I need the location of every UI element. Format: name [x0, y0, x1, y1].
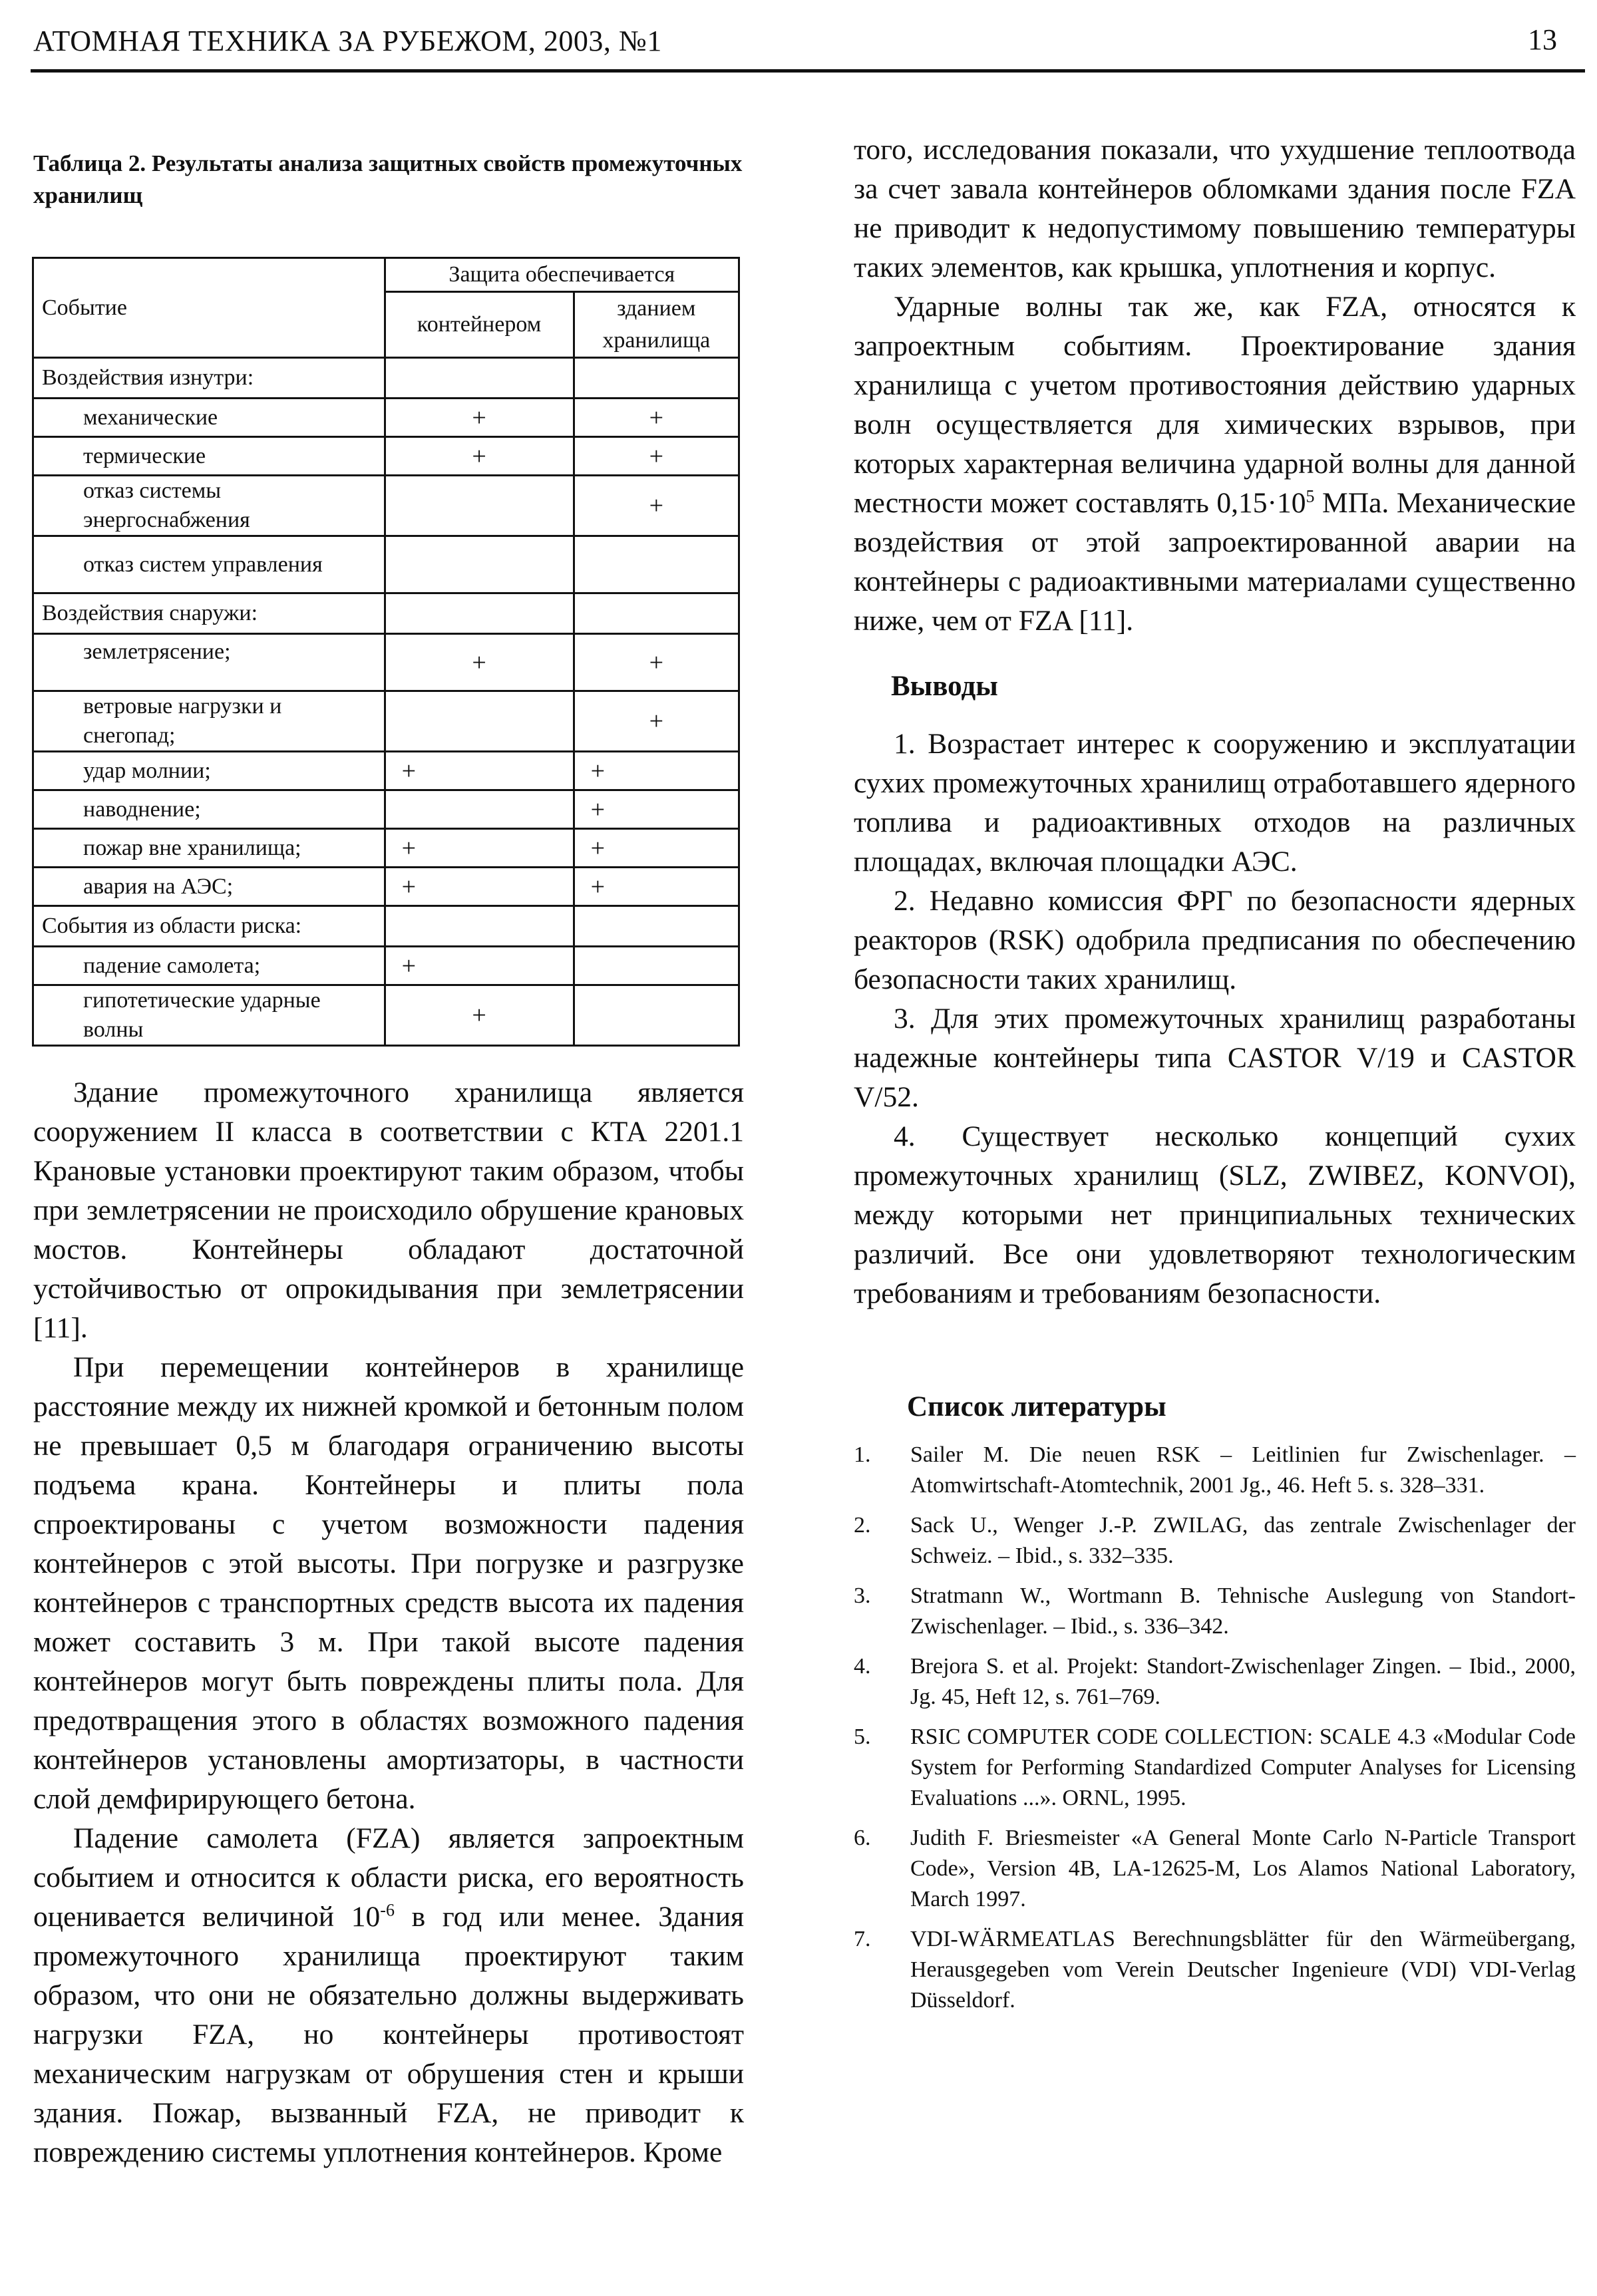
- cell-building: [574, 947, 739, 985]
- paragraph-fza: [33, 1819, 744, 2172]
- reference-number: 5.: [854, 1724, 871, 1749]
- reference-item: [854, 1581, 1576, 1642]
- conclusion-item: 3. Для этих промежуточных хранилищ разработаны надежные контейнеры типа CASTOR V/19 и CASTOR V/52.: [854, 1003, 1576, 1113]
- table-row: [33, 906, 739, 947]
- row-label: ветровые нагрузки и снегопад;: [33, 691, 385, 752]
- cell-container: +: [385, 752, 574, 790]
- paragraph-shock: [854, 287, 1576, 641]
- header-rule: [31, 69, 1585, 73]
- reference-number: 4.: [854, 1654, 871, 1679]
- cell-container: [385, 536, 574, 593]
- text: Ударные волны так же, как FZA, относятся к запроектным событиям. Проектирование здания хранилища с учетом противостояния действию ударных волн осуществляется для химических взрывов, при которых характерная величина ударной волны для данной местности может составлять 0,15·10: [854, 291, 1576, 519]
- exponent: -6: [380, 1900, 395, 1920]
- reference-text: Stratmann W., Wortmann B. Tehnische Auslegung von Standort-Zwischenlager. – Ibid., s. 336–342.: [910, 1583, 1576, 1639]
- text: в год или менее. Здания промежуточного хранилища проектируют таким образом, что они не обязательно должны выдерживать нагрузки FZA, но контейнеры противостоят механическим нагрузкам от обрушения стен и крыши здания. Пожар, вызванный FZA, не приводит к повреждению системы уплотнения контейнеров. Кроме: [33, 1901, 744, 2168]
- cell-building: [574, 358, 739, 399]
- row-label: удар молнии;: [33, 752, 385, 790]
- cell-building: +: [574, 634, 739, 691]
- reference-item: [854, 1440, 1576, 1501]
- conclusion-item: 2. Недавно комиссия ФРГ по безопасности ядерных реакторов (RSK) одобрила предписания по обеспечению безопасности таких хранилищ.: [854, 885, 1576, 995]
- cell-building: +: [574, 752, 739, 790]
- row-label: гипотетические ударные волны: [33, 985, 385, 1046]
- cell-container: [385, 790, 574, 829]
- row-label: падение самолета;: [33, 947, 385, 985]
- text: Падение самолета (FZA) является запроектным событием и относится к области риска, его вероятность оценивается величиной 10: [33, 1822, 744, 1933]
- reference-text: Sailer M. Die neuen RSK – Leitlinien fur Zwischenlager. – Atomwirtschaft-Atomtechnik, 2001 Jg., 46. Heft 5. s. 328–331.: [910, 1442, 1576, 1498]
- references-title: Список литературы: [907, 1391, 1166, 1422]
- row-label: отказ систем управления: [33, 536, 385, 593]
- conclusion-item: 1. Возрастает интерес к сооружению и эксплуатации сухих промежуточных хранилищ отработавшего ядерного топлива и радиоактивных отходов на различных площадах, включая площадки АЭС.: [854, 728, 1576, 878]
- cell-container: [385, 906, 574, 947]
- row-label: наводнение;: [33, 790, 385, 829]
- table-row: [33, 790, 739, 829]
- conclusion-item: 4. Существует несколько концепций сухих промежуточных хранилищ (SLZ, ZWIBEZ, KONVOI), между которыми нет принципиальных технических различий. Все они удовлетворяют технологическим требованиям и требованиям безопасности.: [854, 1120, 1576, 1309]
- reference-item: [854, 1510, 1576, 1571]
- reference-item: [854, 1823, 1576, 1915]
- reference-number: 2.: [854, 1513, 871, 1538]
- page-number: 13: [1528, 23, 1557, 56]
- table-row: [33, 476, 739, 536]
- cell-container: +: [385, 634, 574, 691]
- cell-container: [385, 593, 574, 634]
- table-row: [33, 985, 739, 1046]
- table-row: [33, 947, 739, 985]
- exponent: 5: [1306, 486, 1315, 506]
- cell-building: [574, 536, 739, 593]
- running-head: АТОМНАЯ ТЕХНИКА ЗА РУБЕЖОМ, 2003, №1: [33, 25, 662, 57]
- col-header-event: Событие: [33, 258, 385, 358]
- reference-text: Judith F. Briesmeister «A General Monte Carlo N-Particle Transport Code», Version 4B, LA-12625-M, Los Alamos National Laboratory, March 1997.: [910, 1826, 1576, 1911]
- cell-building: +: [574, 691, 739, 752]
- row-label: Воздействия снаружи:: [33, 593, 385, 634]
- reference-text: VDI-WÄRMEATLAS Berechnungsblätter für den Wärmeübergang, Herausgegeben vom Verein Deutscher Ingenieure (VDI) VDI-Verlag Düsseldorf.: [910, 1927, 1576, 2013]
- cell-container: [385, 358, 574, 399]
- reference-number: 6.: [854, 1826, 871, 1850]
- text: МПа. Механические воздействия от этой запроектированной аварии на контейнеры с радиоактивными материалами существенно ниже, чем от FZA [11].: [854, 487, 1576, 637]
- row-label: механические: [33, 399, 385, 437]
- cell-building: +: [574, 476, 739, 536]
- cell-building: +: [574, 829, 739, 868]
- cell-container: +: [385, 985, 574, 1046]
- table-caption: Таблица 2. Результаты анализа защитных свойств промежуточных хранилищ: [33, 150, 743, 208]
- row-label: отказ системы энергоснабжения: [33, 476, 385, 536]
- paragraph: Здание промежуточного хранилища является сооружением II класса в соответствии с КТА 2201.1 Крановые установки проектируют таким образом, чтобы при землетрясении не происходило обрушение крановых мостов. Контейнеры обладают достаточной устойчивостью от опрокидывания при землетрясении [11].: [33, 1076, 744, 1344]
- paragraph-continuation: того, исследования показали, что ухудшение теплоотвода за счет завала контейнеров обломками здания после FZA не приводит к недопустимому повышению температуры таких элементов, как крышка, уплотнения и корпус.: [854, 134, 1576, 283]
- reference-number: 3.: [854, 1583, 871, 1608]
- left-body-text: [33, 1073, 744, 2172]
- table-row: [33, 691, 739, 752]
- table-row: [33, 437, 739, 476]
- table-row: [33, 829, 739, 868]
- cell-building: [574, 593, 739, 634]
- table-row: [33, 593, 739, 634]
- conclusions-title: Выводы: [891, 671, 998, 702]
- reference-text: Sack U., Wenger J.-P. ZWILAG, das zentrale Zwischenlager der Schweiz. – Ibid., s. 332–335.: [910, 1513, 1576, 1568]
- col-header-container: контейнером: [385, 292, 574, 358]
- reference-item: [854, 1924, 1576, 2016]
- table-row: [33, 399, 739, 437]
- row-label: пожар вне хранилища;: [33, 829, 385, 868]
- row-label: землетрясение;: [33, 634, 385, 691]
- paragraph: При перемещении контейнеров в хранилище расстояние между их нижней кромкой и бетонным полом не превышает 0,5 м благодаря ограничению высоты подъема крана. Контейнеры и плиты пола спроектированы с учетом возможности падения контейнеров с этой высоты. При погрузке и разгрузке контейнеров с транспортных средств высота их падения может составить 3 м. При такой высоте падения контейнеров могут быть повреждены плиты пола. Для предотвращения этого в областях возможного падения контейнеров установлены амортизаторы, в частности слой демфирирующего бетона.: [33, 1351, 744, 1815]
- row-label: События из области риска:: [33, 906, 385, 947]
- protection-table: [32, 257, 740, 1047]
- row-label: Воздействия изнутри:: [33, 358, 385, 399]
- reference-number: 1.: [854, 1442, 871, 1467]
- row-label: авария на АЭС;: [33, 868, 385, 906]
- cell-container: [385, 476, 574, 536]
- cell-building: +: [574, 437, 739, 476]
- cell-container: +: [385, 829, 574, 868]
- cell-building: +: [574, 868, 739, 906]
- left-column: [33, 148, 744, 2172]
- cell-container: +: [385, 437, 574, 476]
- cell-building: +: [574, 399, 739, 437]
- cell-container: +: [385, 947, 574, 985]
- cell-container: +: [385, 868, 574, 906]
- cell-building: [574, 985, 739, 1046]
- row-label: термические: [33, 437, 385, 476]
- table-row: [33, 536, 739, 593]
- reference-text: RSIC COMPUTER CODE COLLECTION: SCALE 4.3 «Modular Code System for Performing Standardized Computer Analyses for Licensing Evaluations ...». ORNL, 1995.: [910, 1724, 1576, 1810]
- conclusions-list: [854, 725, 1576, 1313]
- cell-container: +: [385, 399, 574, 437]
- table-row: [33, 358, 739, 399]
- cell-building: [574, 906, 739, 947]
- reference-item: [854, 1651, 1576, 1713]
- right-column: [854, 130, 1576, 2025]
- references-list: [854, 1440, 1576, 2016]
- table-row: [33, 752, 739, 790]
- reference-number: 7.: [854, 1927, 871, 1951]
- table-row: [33, 868, 739, 906]
- col-header-group: Защита обеспечивается: [385, 258, 739, 292]
- cell-container: [385, 691, 574, 752]
- col-header-building: зданием хранилища: [574, 292, 739, 358]
- right-body-text: [854, 130, 1576, 641]
- table-row: [33, 634, 739, 691]
- cell-building: +: [574, 790, 739, 829]
- reference-item: [854, 1722, 1576, 1814]
- reference-text: Brejora S. et al. Projekt: Standort-Zwischenlager Zingen. – Ibid., 2000, Jg. 45, Heft 12, s. 761–769.: [910, 1654, 1576, 1709]
